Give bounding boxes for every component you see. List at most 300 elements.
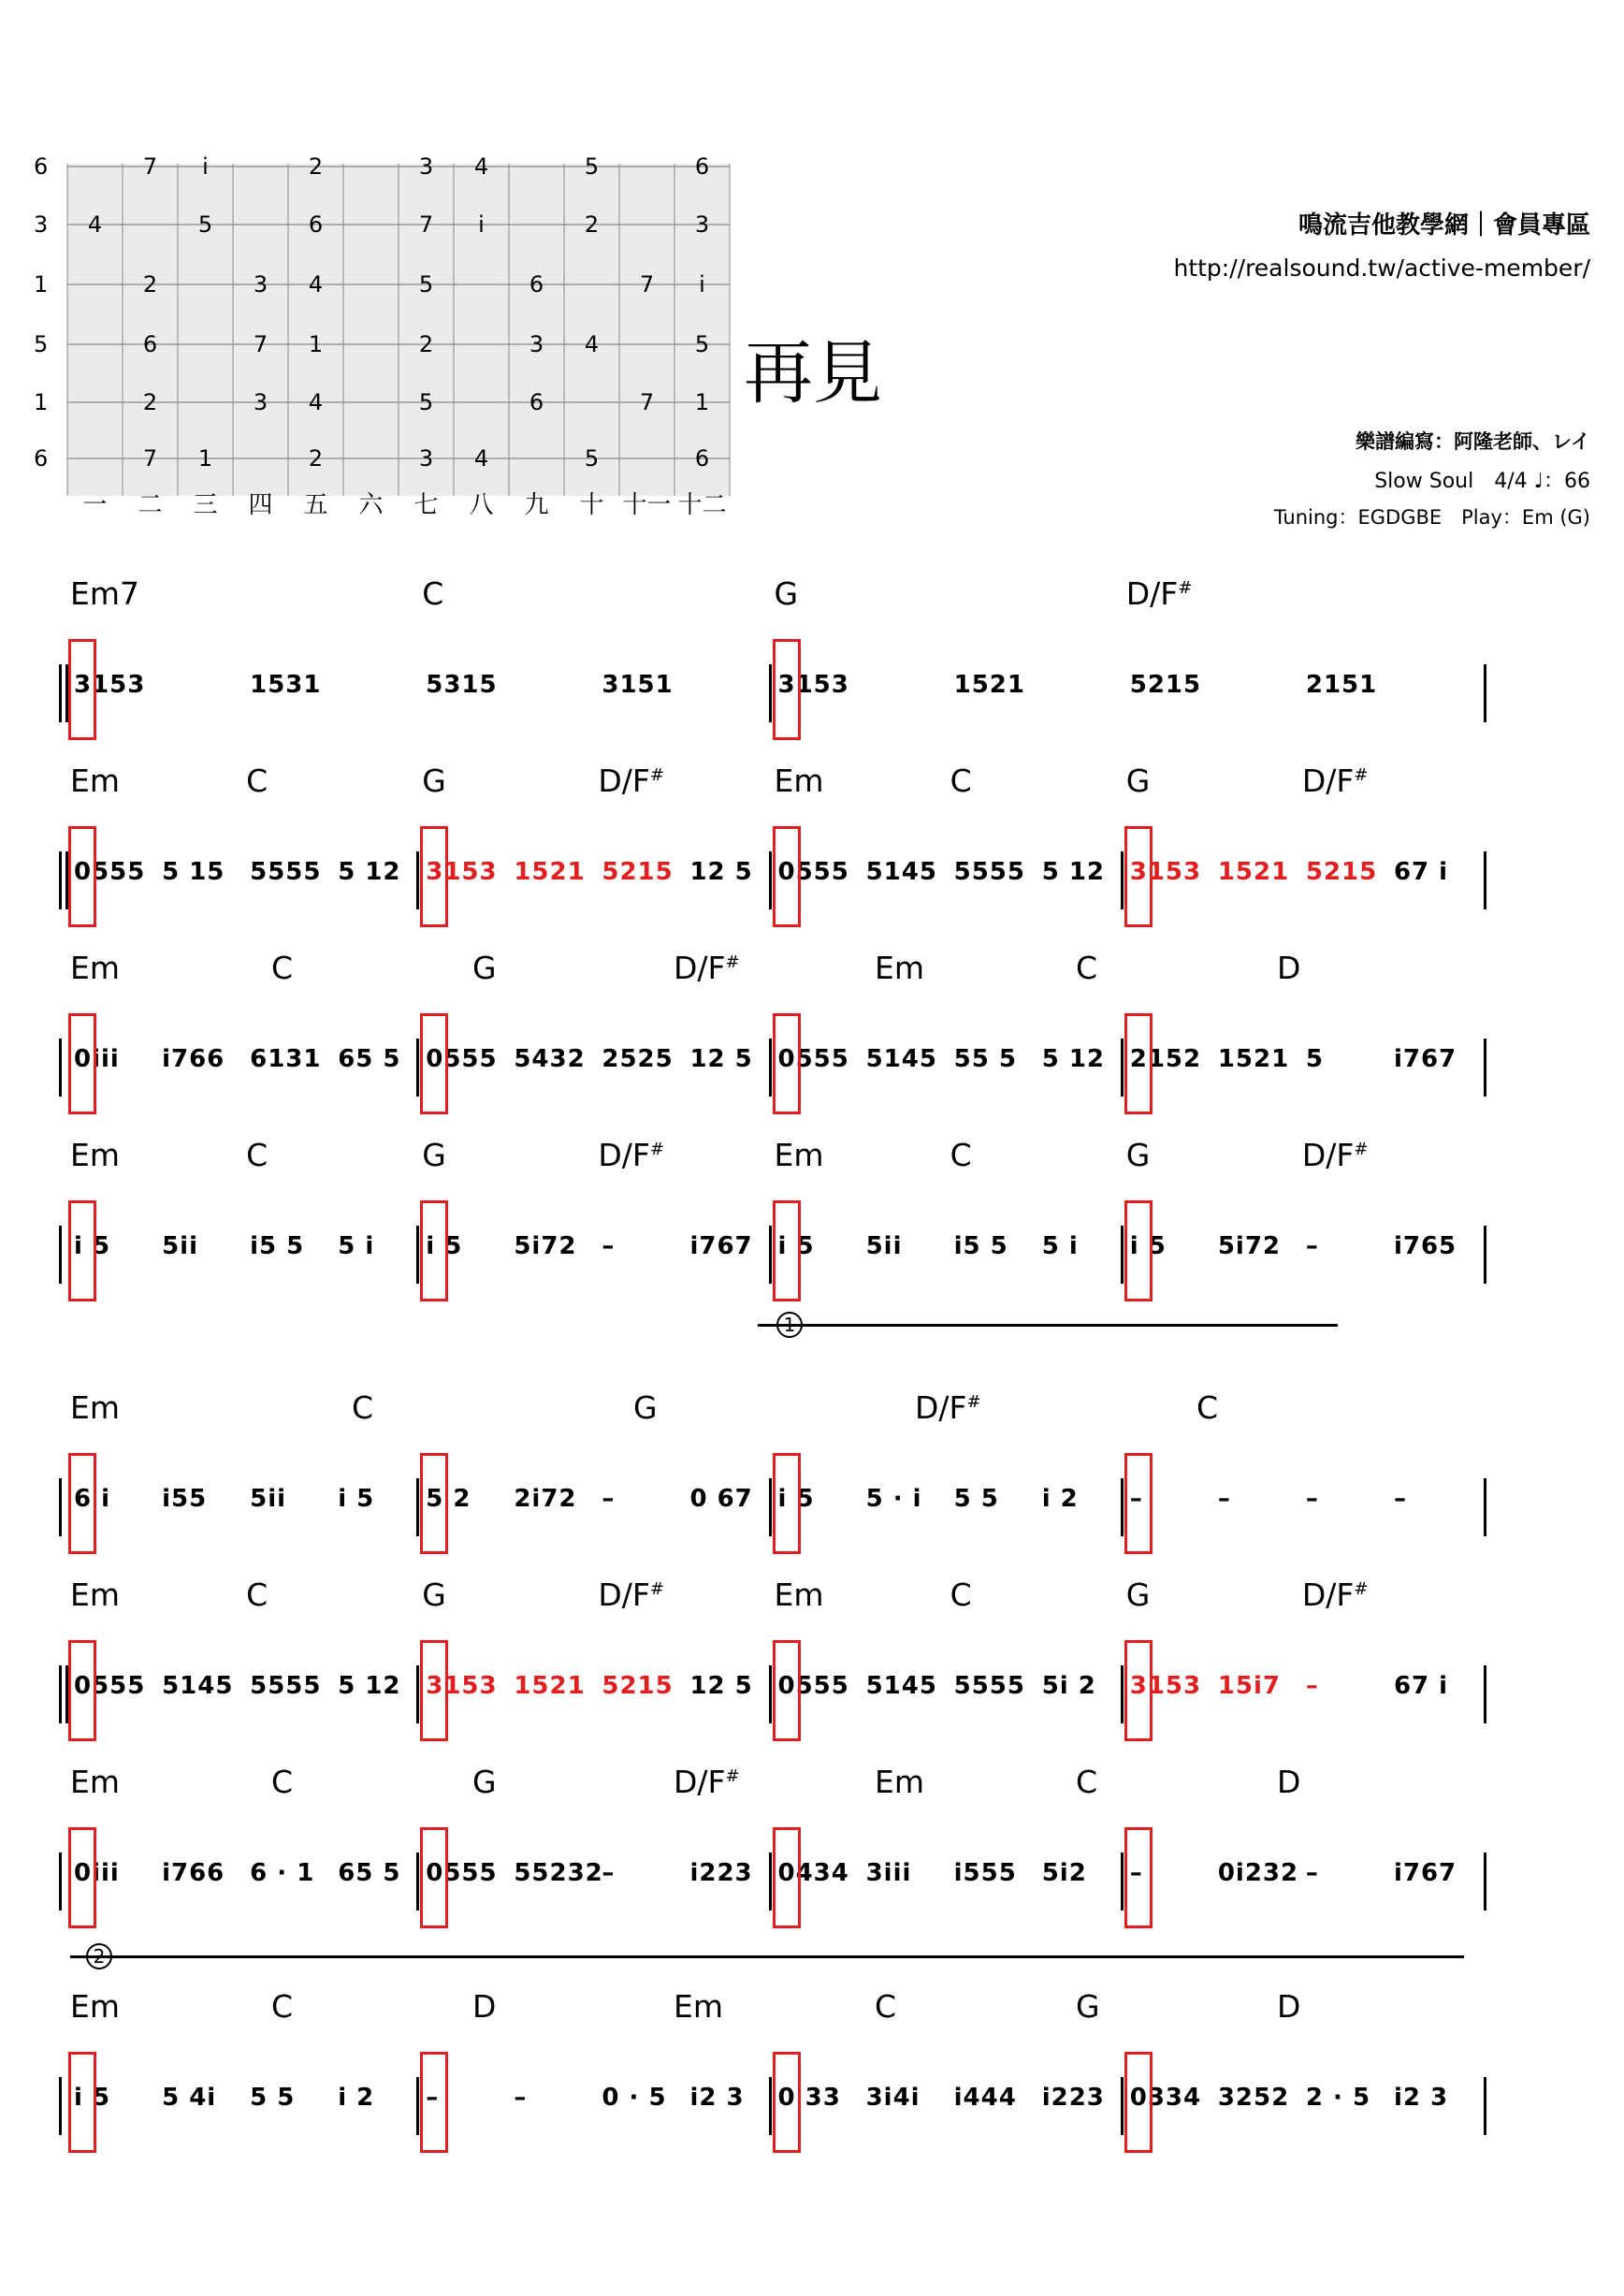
- fret-position: 五: [303, 491, 328, 519]
- chord-name: Em: [70, 1988, 120, 2025]
- chord-name: D: [1277, 1764, 1301, 1800]
- chord-name: C: [950, 763, 972, 799]
- chord-name: D: [1277, 950, 1301, 986]
- beat-group: 5215: [1129, 671, 1202, 699]
- beat-group: i 5: [74, 1232, 111, 1260]
- beat-group: i 5: [777, 1485, 815, 1513]
- barline: [769, 2077, 772, 2135]
- highlight-box: [1124, 1200, 1153, 1301]
- beat-group: 0555: [426, 1859, 498, 1887]
- fret-position: 十二: [677, 491, 727, 519]
- barline: [59, 1665, 68, 1723]
- beat-group: –: [602, 1232, 616, 1260]
- beat-group: 3i4i: [865, 2084, 921, 2112]
- beat-group: i5 5: [250, 1232, 305, 1260]
- chord-name: Em: [70, 1137, 120, 1173]
- beat-group: –: [1305, 1672, 1319, 1700]
- beat-group: i766: [162, 1045, 225, 1073]
- beat-group: 0 · 5: [602, 2084, 667, 2112]
- barline: [416, 1853, 419, 1911]
- beat-group: i766: [162, 1859, 225, 1887]
- fret-note: 4: [308, 389, 324, 415]
- beat-group: 5 i: [1041, 1232, 1079, 1260]
- fret-position: 十: [579, 491, 604, 519]
- chord-name: D/F#: [1301, 763, 1369, 799]
- beat-group: 3153: [74, 671, 146, 699]
- beat-group: 5i72: [514, 1232, 577, 1260]
- beat-group: i767: [689, 1232, 753, 1260]
- chord-name: Em: [70, 763, 120, 799]
- fret-note: 3: [253, 271, 268, 298]
- barline: [1484, 2077, 1486, 2135]
- string-label: 6: [34, 153, 49, 180]
- highlight-box: [68, 1640, 96, 1741]
- barline: [1121, 851, 1124, 909]
- volta-label-2: 2: [86, 1943, 112, 1969]
- chord-name: D/F#: [598, 763, 664, 799]
- beat-group: 67 i: [1393, 1672, 1449, 1700]
- beat-group: 0555: [74, 1672, 146, 1700]
- fret-note: 5: [694, 331, 710, 357]
- beat-group: 0iii: [74, 1045, 120, 1073]
- beat-group: 2152: [1129, 1045, 1202, 1073]
- beat-group: 12 5: [689, 858, 753, 886]
- beat-group: 2 · 5: [1305, 2084, 1371, 2112]
- fret-note: 4: [308, 271, 324, 298]
- highlight-box: [773, 639, 801, 740]
- chord-name: Em7: [70, 575, 139, 612]
- beat-group: 5145: [162, 1672, 234, 1700]
- fret-note: 2: [142, 271, 158, 298]
- beat-group: 0434: [777, 1859, 849, 1887]
- fret-note: 2: [584, 211, 600, 238]
- chord-name: D/F#: [674, 1764, 740, 1800]
- chord-name: C: [271, 1988, 294, 2025]
- barline: [1484, 1039, 1486, 1097]
- beat-group: 3153: [426, 1672, 498, 1700]
- beat-group: 5ii: [865, 1232, 903, 1260]
- chord-name: C: [246, 1137, 268, 1173]
- beat-group: 5145: [865, 1672, 937, 1700]
- barline: [59, 851, 68, 909]
- beat-group: 0555: [777, 1045, 849, 1073]
- beat-group: 55 5: [953, 1045, 1017, 1073]
- beat-group: i 5: [777, 1232, 815, 1260]
- beat-group: 3252: [1217, 2084, 1290, 2112]
- barline: [1484, 1853, 1486, 1911]
- beat-group: 5 12: [1041, 858, 1106, 886]
- fret-note: 3: [529, 331, 544, 357]
- beat-group: i765: [1393, 1232, 1457, 1260]
- fret-note: 5: [418, 271, 434, 298]
- beat-group: 5 12: [338, 1672, 401, 1700]
- highlight-box: [68, 1453, 96, 1554]
- beat-group: 2525: [602, 1045, 674, 1073]
- beat-group: –: [1305, 1232, 1319, 1260]
- brand-name: 鳴流吉他教學網｜會員專區: [1298, 211, 1590, 240]
- fret-note: 1: [197, 445, 213, 472]
- beat-group: 5555: [250, 858, 322, 886]
- beat-group: 5 15: [162, 858, 225, 886]
- beat-group: 5 5: [953, 1485, 999, 1513]
- fret-note: 3: [253, 389, 268, 415]
- beat-group: 3153: [1129, 858, 1202, 886]
- chord-name: C: [422, 575, 444, 612]
- fret-note: 6: [529, 271, 544, 298]
- song-title: 再見: [744, 333, 882, 414]
- barline: [1484, 851, 1486, 909]
- chord-name: Em: [774, 763, 824, 799]
- chord-name: G: [1125, 763, 1151, 799]
- volta-label-1: 1: [776, 1312, 803, 1338]
- beat-group: 5 2: [426, 1485, 471, 1513]
- highlight-box: [773, 826, 801, 927]
- barline: [1121, 2077, 1124, 2135]
- chord-name: D/F#: [915, 1389, 981, 1426]
- barline: [1484, 1226, 1486, 1284]
- beat-group: 3153: [426, 858, 498, 886]
- highlight-box: [773, 1640, 801, 1741]
- beat-group: 5i 2: [1041, 1672, 1096, 1700]
- fret-position: 七: [413, 491, 439, 519]
- fret-note: 5: [197, 211, 213, 238]
- fret-note: 5: [584, 153, 600, 180]
- chord-name: D: [472, 1988, 497, 2025]
- beat-group: 0555: [74, 858, 146, 886]
- beat-group: 12 5: [689, 1045, 753, 1073]
- beat-group: 0555: [777, 1672, 849, 1700]
- beat-group: 5215: [1305, 858, 1378, 886]
- beat-group: 6 i: [74, 1485, 111, 1513]
- beat-group: 1521: [514, 1672, 586, 1700]
- chord-name: G: [472, 950, 497, 986]
- chord-name: D/F#: [598, 1577, 664, 1613]
- fret-position: 八: [469, 491, 494, 519]
- barline: [416, 2077, 419, 2135]
- fret-position: 四: [248, 491, 273, 519]
- beat-group: i767: [1393, 1859, 1457, 1887]
- fret-note: 7: [639, 271, 655, 298]
- beat-group: 6131: [250, 1045, 322, 1073]
- beat-group: i55: [162, 1485, 208, 1513]
- fret-note: 7: [142, 153, 158, 180]
- fret-note: 6: [694, 445, 710, 472]
- string-label: 1: [34, 389, 49, 415]
- fret-note: 7: [253, 331, 268, 357]
- barline: [416, 1226, 419, 1284]
- fret-note: 4: [473, 445, 489, 472]
- chord-name: C: [950, 1137, 972, 1173]
- barline: [1121, 1039, 1124, 1097]
- highlight-box: [420, 1640, 448, 1741]
- highlight-box: [68, 826, 96, 927]
- chord-name: G: [1125, 1137, 1151, 1173]
- fret-position: 十一: [622, 491, 672, 519]
- highlight-box: [773, 1453, 801, 1554]
- fret-note: 6: [308, 211, 324, 238]
- barline: [769, 1853, 772, 1911]
- beat-group: –: [1217, 1485, 1231, 1513]
- beat-group: 5 4i: [162, 2084, 217, 2112]
- highlight-box: [68, 2052, 96, 2153]
- barline: [1121, 1853, 1124, 1911]
- fret-note: 4: [473, 153, 489, 180]
- chord-name: Em: [774, 1577, 824, 1613]
- beat-group: –: [1129, 1485, 1143, 1513]
- fret-note: 6: [694, 153, 710, 180]
- beat-group: 5215: [602, 858, 674, 886]
- highlight-box: [773, 1200, 801, 1301]
- beat-group: –: [602, 1485, 616, 1513]
- barline: [416, 1478, 419, 1536]
- highlight-box: [68, 1200, 96, 1301]
- chord-name: G: [422, 1577, 446, 1613]
- barline: [1121, 1226, 1124, 1284]
- chord-name: D/F#: [1301, 1137, 1369, 1173]
- highlight-box: [420, 1453, 448, 1554]
- beat-group: –: [1305, 1859, 1319, 1887]
- highlight-box: [68, 1013, 96, 1114]
- beat-group: i555: [953, 1859, 1017, 1887]
- beat-group: 5145: [865, 1045, 937, 1073]
- barline: [416, 1039, 419, 1097]
- barline: [769, 851, 772, 909]
- beat-group: 5 12: [1041, 1045, 1106, 1073]
- volta-line-1: [758, 1324, 1338, 1327]
- beat-group: 0555: [426, 1045, 498, 1073]
- barline: [769, 1478, 772, 1536]
- chord-name: D/F#: [598, 1137, 664, 1173]
- highlight-box: [420, 1200, 448, 1301]
- chord-name: C: [246, 1577, 268, 1613]
- chord-name: D/F#: [1125, 575, 1193, 612]
- beat-group: 2151: [1305, 671, 1378, 699]
- chord-name: G: [633, 1389, 658, 1426]
- fret-note: 5: [584, 445, 600, 472]
- beat-group: i 5: [338, 1485, 375, 1513]
- barline: [59, 1853, 62, 1911]
- beat-group: i767: [1393, 1045, 1457, 1073]
- fret-note: 4: [87, 211, 103, 238]
- beat-group: 5215: [602, 1672, 674, 1700]
- fret-note: 7: [418, 211, 434, 238]
- fret-position: 六: [358, 491, 384, 519]
- chord-name: D/F#: [1301, 1577, 1369, 1613]
- barline: [769, 1039, 772, 1097]
- beat-group: 3153: [777, 671, 849, 699]
- highlight-box: [773, 2052, 801, 2153]
- highlight-box: [1124, 1640, 1153, 1741]
- beat-group: 1521: [514, 858, 586, 886]
- beat-group: 5555: [250, 1672, 322, 1700]
- beat-group: 65 5: [338, 1045, 401, 1073]
- tempo-time-signature: Slow Soul 4/4 ♩：66: [1374, 470, 1590, 493]
- highlight-box: [420, 826, 448, 927]
- chord-name: C: [1076, 1764, 1098, 1800]
- fret-note: 1: [308, 331, 324, 357]
- highlight-box: [68, 639, 96, 740]
- beat-group: 2i72: [514, 1485, 577, 1513]
- highlight-box: [1124, 1013, 1153, 1114]
- beat-group: i 5: [1129, 1232, 1167, 1260]
- chord-name: G: [774, 575, 799, 612]
- string-label: 1: [34, 271, 49, 298]
- beat-group: 0334: [1129, 2084, 1202, 2112]
- arranger-credit: 樂譜編寫：阿隆老師、レイ: [1356, 430, 1590, 453]
- chord-name: C: [352, 1389, 374, 1426]
- chord-name: C: [271, 1764, 294, 1800]
- beat-group: –: [602, 1859, 616, 1887]
- site-url[interactable]: http://realsound.tw/active-member/: [1173, 254, 1590, 282]
- chord-name: Em: [875, 950, 924, 986]
- barline: [1484, 664, 1486, 722]
- barline: [59, 2077, 62, 2135]
- beat-group: 55232: [514, 1859, 603, 1887]
- beat-group: i 5: [426, 1232, 463, 1260]
- chord-name: C: [950, 1577, 972, 1613]
- beat-group: 15i7: [1217, 1672, 1281, 1700]
- beat-group: 3151: [602, 671, 674, 699]
- chord-name: D/F#: [674, 950, 740, 986]
- beat-group: 5i2: [1041, 1859, 1087, 1887]
- barline: [59, 664, 68, 722]
- fret-note: 4: [584, 331, 600, 357]
- chord-name: G: [472, 1764, 497, 1800]
- barline: [59, 1039, 62, 1097]
- barline: [1484, 1665, 1486, 1723]
- beat-group: –: [1393, 1485, 1407, 1513]
- fret-note: 6: [529, 389, 544, 415]
- beat-group: 5555: [953, 858, 1025, 886]
- chord-name: Em: [70, 1764, 120, 1800]
- chord-name: G: [422, 1137, 446, 1173]
- beat-group: i223: [689, 1859, 753, 1887]
- beat-group: i 2: [1041, 1485, 1079, 1513]
- chord-name: D: [1277, 1988, 1301, 2025]
- beat-group: 1521: [1217, 1045, 1290, 1073]
- beat-group: i2 3: [689, 2084, 745, 2112]
- fret-note: 3: [694, 211, 710, 238]
- barline: [769, 1226, 772, 1284]
- chord-name: G: [1125, 1577, 1151, 1613]
- highlight-box: [420, 2052, 448, 2153]
- highlight-box: [68, 1827, 96, 1928]
- beat-group: –: [514, 2084, 528, 2112]
- chord-name: C: [875, 1988, 897, 2025]
- beat-group: i2 3: [1393, 2084, 1449, 2112]
- highlight-box: [1124, 826, 1153, 927]
- highlight-box: [1124, 1453, 1153, 1554]
- fret-position: 二: [138, 491, 163, 519]
- barline: [416, 1665, 419, 1723]
- chord-name: Em: [70, 1577, 120, 1613]
- fret-note: 3: [418, 445, 434, 472]
- highlight-box: [1124, 2052, 1153, 2153]
- beat-group: 65 5: [338, 1859, 401, 1887]
- beat-group: i 2: [338, 2084, 375, 2112]
- beat-group: 0555: [777, 858, 849, 886]
- chord-name: Em: [774, 1137, 824, 1173]
- fret-note: 2: [308, 445, 324, 472]
- barline: [59, 1478, 62, 1536]
- barline: [1121, 1665, 1124, 1723]
- fret-note: 1: [694, 389, 710, 415]
- fret-note: 2: [308, 153, 324, 180]
- beat-group: 5 · i: [865, 1485, 922, 1513]
- fret-note: 7: [639, 389, 655, 415]
- beat-group: 3iii: [865, 1859, 912, 1887]
- beat-group: 5ii: [162, 1232, 198, 1260]
- chord-name: C: [246, 763, 268, 799]
- fret-note: i: [202, 153, 209, 180]
- beat-group: 0 67: [689, 1485, 753, 1513]
- beat-group: 1521: [1217, 858, 1290, 886]
- barline: [416, 851, 419, 909]
- beat-group: –: [1129, 1859, 1143, 1887]
- fret-position: 三: [193, 491, 218, 519]
- beat-group: 1521: [953, 671, 1025, 699]
- beat-group: i444: [953, 2084, 1017, 2112]
- barline: [59, 1226, 62, 1284]
- beat-group: 6 · 1: [250, 1859, 315, 1887]
- beat-group: 1531: [250, 671, 322, 699]
- chord-name: C: [271, 950, 294, 986]
- chord-name: Em: [70, 1389, 120, 1426]
- beat-group: –: [426, 2084, 440, 2112]
- highlight-box: [773, 1013, 801, 1114]
- chord-name: Em: [70, 950, 120, 986]
- beat-group: i223: [1041, 2084, 1105, 2112]
- beat-group: 67 i: [1393, 858, 1449, 886]
- beat-group: 5 5: [250, 2084, 296, 2112]
- beat-group: 3153: [1129, 1672, 1202, 1700]
- beat-group: 5 i: [338, 1232, 375, 1260]
- beat-group: 0 33: [777, 2084, 841, 2112]
- string-label: 3: [34, 211, 49, 238]
- beat-group: 5ii: [250, 1485, 287, 1513]
- beat-group: 5i72: [1217, 1232, 1281, 1260]
- beat-group: 5: [1305, 1045, 1324, 1073]
- fret-note: 5: [418, 389, 434, 415]
- chord-name: G: [1076, 1988, 1100, 2025]
- fret-note: 2: [418, 331, 434, 357]
- barline: [769, 664, 772, 722]
- beat-group: 0i232: [1217, 1859, 1299, 1887]
- barline: [1121, 1478, 1124, 1536]
- barline: [769, 1665, 772, 1723]
- fret-note: 2: [142, 389, 158, 415]
- string-label: 5: [34, 331, 49, 357]
- chord-name: Em: [674, 1988, 723, 2025]
- beat-group: 5432: [514, 1045, 586, 1073]
- highlight-box: [773, 1827, 801, 1928]
- tuning-info: Tuning：EGDGBE Play：Em (G): [1273, 506, 1590, 529]
- barline: [1484, 1478, 1486, 1536]
- chord-name: Em: [875, 1764, 924, 1800]
- highlight-box: [420, 1013, 448, 1114]
- fret-position: 九: [524, 491, 549, 519]
- beat-group: 5315: [426, 671, 498, 699]
- fret-note: 6: [142, 331, 158, 357]
- beat-group: 5145: [865, 858, 937, 886]
- chord-name: C: [1076, 950, 1098, 986]
- string-label: 6: [34, 445, 49, 472]
- beat-group: 5 12: [338, 858, 401, 886]
- fret-position: 一: [82, 491, 108, 519]
- fret-note: 7: [142, 445, 158, 472]
- chord-name: C: [1196, 1389, 1219, 1426]
- fret-note: i: [478, 211, 485, 238]
